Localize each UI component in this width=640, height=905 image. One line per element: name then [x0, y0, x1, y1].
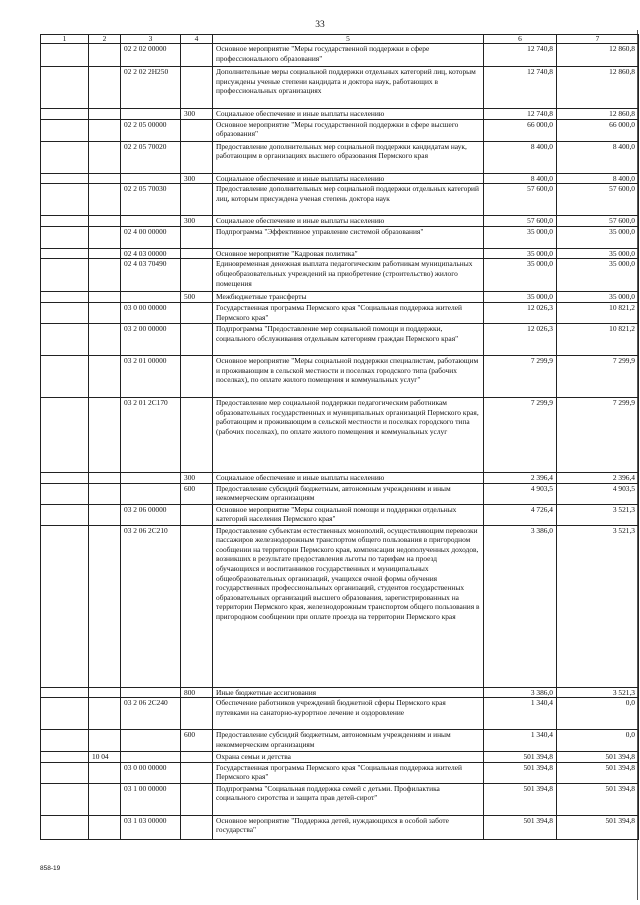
cell-amount-year1: 57 600,0 — [484, 216, 557, 227]
cell-amount-year2: 8 400,0 — [557, 173, 639, 184]
cell-amount-year2: 12 860,8 — [557, 67, 639, 109]
cell-subsection — [89, 698, 121, 730]
cell-subsection — [89, 355, 121, 397]
table-row — [41, 248, 639, 259]
table-body — [41, 44, 639, 840]
cell-amount-year1: 501 394,8 — [484, 752, 557, 763]
cell-subsection — [89, 184, 121, 216]
table-row — [41, 483, 639, 504]
column-header: 1 — [41, 35, 89, 44]
cell-subsection — [89, 109, 121, 120]
table-row — [41, 525, 639, 687]
cell-description: Единовременная денежная выплата педагогическим работникам муниципальных общеобразовательных учреждений на приобретение (строительство) жилого помещения — [213, 259, 484, 292]
cell-section — [41, 302, 89, 323]
cell-amount-year2: 35 000,0 — [557, 248, 639, 259]
cell-target-article: 02 2 02 00000 — [121, 44, 181, 67]
cell-amount-year2: 35 000,0 — [557, 259, 639, 292]
cell-amount-year2: 3 521,3 — [557, 504, 639, 525]
cell-amount-year1: 57 600,0 — [484, 184, 557, 216]
cell-amount-year2: 0,0 — [557, 730, 639, 752]
cell-section — [41, 355, 89, 397]
cell-amount-year2: 501 394,8 — [557, 783, 639, 815]
cell-description: Предоставление субсидий бюджетным, автономным учреждениям и иным некоммерческим организациям — [213, 730, 484, 752]
table-row — [41, 44, 639, 67]
table-row — [41, 698, 639, 730]
cell-subsection — [89, 762, 121, 783]
cell-description: Предоставление субъектам естественных монополий, осуществляющим перевозки пассажиров железнодорожным транспортом общего пользования в пригородном сообщении на территории Пермского края, компенсации недополученных доходов, возникших в результате предоставления льготы по тарифам на проезд обучающихся и воспитанников государственных и муниципальных общеобразовательных организаций, учащихся очной формы обучения государственных профессиональных организаций, студентов государственных образовательных организаций высшего образования, зарегистрированных на территории Пермского края, железнодорожным транспортом общего пользования в пригородном сообщении при оплате проезда на территории Пермского края — [213, 525, 484, 687]
cell-amount-year2: 57 600,0 — [557, 216, 639, 227]
table-row — [41, 119, 639, 141]
cell-subsection: 10 04 — [89, 752, 121, 763]
cell-subsection — [89, 248, 121, 259]
cell-section — [41, 762, 89, 783]
cell-amount-year2: 0,0 — [557, 698, 639, 730]
cell-expense-type: 300 — [181, 109, 213, 120]
cell-description: Основное мероприятие "Меры государственной поддержки в сфере высшего образования" — [213, 119, 484, 141]
cell-amount-year1: 12 740,8 — [484, 67, 557, 109]
cell-section — [41, 525, 89, 687]
cell-amount-year2: 10 821,2 — [557, 302, 639, 323]
cell-target-article: 03 2 00 00000 — [121, 323, 181, 355]
cell-subsection — [89, 504, 121, 525]
cell-expense-type — [181, 397, 213, 472]
cell-subsection — [89, 397, 121, 472]
cell-amount-year2: 57 600,0 — [557, 184, 639, 216]
cell-expense-type — [181, 248, 213, 259]
table-row — [41, 67, 639, 109]
cell-section — [41, 216, 89, 227]
cell-subsection — [89, 302, 121, 323]
cell-amount-year2: 501 394,8 — [557, 815, 639, 839]
budget-table — [40, 34, 639, 840]
cell-amount-year2: 66 000,0 — [557, 119, 639, 141]
cell-description: Основное мероприятие "Поддержка детей, нуждающихся в особой заботе государства" — [213, 815, 484, 839]
cell-amount-year1: 1 340,4 — [484, 698, 557, 730]
cell-amount-year1: 3 386,0 — [484, 525, 557, 687]
cell-amount-year2: 12 860,8 — [557, 44, 639, 67]
cell-expense-type — [181, 226, 213, 248]
cell-section — [41, 687, 89, 698]
cell-section — [41, 815, 89, 839]
cell-target-article: 03 2 06 00000 — [121, 504, 181, 525]
cell-subsection — [89, 216, 121, 227]
column-header: 4 — [181, 35, 213, 44]
footer-code: 858-19 — [40, 865, 61, 872]
cell-expense-type — [181, 184, 213, 216]
cell-section — [41, 752, 89, 763]
cell-target-article — [121, 483, 181, 504]
cell-target-article: 03 2 06 2С240 — [121, 698, 181, 730]
cell-amount-year2: 2 396,4 — [557, 472, 639, 483]
cell-amount-year1: 501 394,8 — [484, 815, 557, 839]
column-header: 5 — [213, 35, 484, 44]
cell-expense-type — [181, 67, 213, 109]
cell-description: Дополнительные меры социальной поддержки отдельных категорий лиц, которым присуждены ученые степени кандидата и доктора наук, работающих в профессиональных организациях — [213, 67, 484, 109]
table-row — [41, 226, 639, 248]
cell-target-article — [121, 472, 181, 483]
cell-subsection — [89, 730, 121, 752]
cell-description: Предоставление дополнительных мер социальной поддержки отдельных категорий лиц, которым присуждена ученая степень доктора наук — [213, 184, 484, 216]
cell-subsection — [89, 119, 121, 141]
cell-expense-type: 300 — [181, 216, 213, 227]
cell-amount-year2: 35 000,0 — [557, 226, 639, 248]
cell-expense-type — [181, 119, 213, 141]
cell-subsection — [89, 525, 121, 687]
table-row — [41, 762, 639, 783]
cell-target-article: 02 2 05 70020 — [121, 141, 181, 173]
cell-expense-type — [181, 504, 213, 525]
cell-amount-year2: 501 394,8 — [557, 762, 639, 783]
column-header: 6 — [484, 35, 557, 44]
cell-expense-type — [181, 259, 213, 292]
cell-section — [41, 483, 89, 504]
table-row — [41, 730, 639, 752]
table-row — [41, 292, 639, 303]
cell-subsection — [89, 226, 121, 248]
cell-amount-year2: 7 299,9 — [557, 397, 639, 472]
column-header: 7 — [557, 35, 639, 44]
cell-amount-year1: 4 726,4 — [484, 504, 557, 525]
cell-expense-type — [181, 783, 213, 815]
cell-target-article: 03 1 03 00000 — [121, 815, 181, 839]
cell-description: Государственная программа Пермского края "Социальная поддержка жителей Пермского края" — [213, 302, 484, 323]
cell-description: Предоставление субсидий бюджетным, автономным учреждениям и иным некоммерческим организациям — [213, 483, 484, 504]
cell-amount-year1: 501 394,8 — [484, 783, 557, 815]
cell-section — [41, 259, 89, 292]
cell-subsection — [89, 687, 121, 698]
cell-target-article: 02 2 05 00000 — [121, 119, 181, 141]
cell-amount-year1: 7 299,9 — [484, 355, 557, 397]
cell-description: Предоставление дополнительных мер социальной поддержки кандидатам наук, работающим в организациях высшего образования Пермского края — [213, 141, 484, 173]
cell-section — [41, 292, 89, 303]
cell-subsection — [89, 483, 121, 504]
cell-subsection — [89, 44, 121, 67]
cell-target-article: 02 4 03 70490 — [121, 259, 181, 292]
cell-target-article: 03 1 00 00000 — [121, 783, 181, 815]
cell-expense-type — [181, 698, 213, 730]
table-row — [41, 472, 639, 483]
cell-section — [41, 141, 89, 173]
table-row — [41, 184, 639, 216]
cell-target-article: 02 2 02 2Н250 — [121, 67, 181, 109]
cell-amount-year2: 8 400,0 — [557, 141, 639, 173]
cell-target-article — [121, 687, 181, 698]
table-row — [41, 783, 639, 815]
cell-target-article — [121, 173, 181, 184]
table-row — [41, 397, 639, 472]
cell-section — [41, 698, 89, 730]
cell-description: Иные бюджетные ассигнования — [213, 687, 484, 698]
cell-description: Подпрограмма "Социальная поддержка семей с детьми. Профилактика социального сиротства и защита прав детей-сирот" — [213, 783, 484, 815]
cell-target-article — [121, 216, 181, 227]
cell-target-article — [121, 752, 181, 763]
cell-section — [41, 323, 89, 355]
cell-description: Государственная программа Пермского края "Социальная поддержка жителей Пермского края" — [213, 762, 484, 783]
cell-expense-type: 300 — [181, 472, 213, 483]
table-row — [41, 752, 639, 763]
cell-description: Основное мероприятие "Кадровая политика" — [213, 248, 484, 259]
cell-amount-year2: 3 521,3 — [557, 525, 639, 687]
cell-expense-type: 800 — [181, 687, 213, 698]
cell-subsection — [89, 323, 121, 355]
cell-amount-year1: 12 740,8 — [484, 44, 557, 67]
cell-target-article: 03 0 00 00000 — [121, 302, 181, 323]
cell-amount-year2: 3 521,3 — [557, 687, 639, 698]
table-row — [41, 141, 639, 173]
table-row — [41, 687, 639, 698]
table-row — [41, 173, 639, 184]
cell-target-article: 03 0 00 00000 — [121, 762, 181, 783]
table-row — [41, 323, 639, 355]
cell-amount-year2: 35 000,0 — [557, 292, 639, 303]
cell-description: Обеспечение работников учреждений бюджетной сферы Пермского края путевками на санаторно-курортное лечение и оздоровление — [213, 698, 484, 730]
cell-expense-type — [181, 762, 213, 783]
cell-section — [41, 173, 89, 184]
cell-target-article — [121, 292, 181, 303]
cell-amount-year2: 501 394,8 — [557, 752, 639, 763]
cell-expense-type — [181, 355, 213, 397]
cell-amount-year2: 12 860,8 — [557, 109, 639, 120]
table-row — [41, 109, 639, 120]
cell-amount-year1: 8 400,0 — [484, 173, 557, 184]
cell-expense-type: 600 — [181, 730, 213, 752]
cell-amount-year1: 4 903,5 — [484, 483, 557, 504]
cell-subsection — [89, 292, 121, 303]
cell-amount-year1: 12 026,3 — [484, 302, 557, 323]
cell-expense-type: 500 — [181, 292, 213, 303]
cell-target-article: 02 4 00 00000 — [121, 226, 181, 248]
cell-target-article: 03 2 01 2С170 — [121, 397, 181, 472]
cell-amount-year1: 35 000,0 — [484, 248, 557, 259]
cell-amount-year1: 501 394,8 — [484, 762, 557, 783]
cell-expense-type: 300 — [181, 173, 213, 184]
cell-amount-year2: 7 299,9 — [557, 355, 639, 397]
table-row — [41, 355, 639, 397]
cell-section — [41, 248, 89, 259]
column-header: 3 — [121, 35, 181, 44]
cell-section — [41, 119, 89, 141]
cell-description: Подпрограмма "Эффективное управление системой образования" — [213, 226, 484, 248]
cell-description: Основное мероприятие "Меры социальной помощи и поддержки отдельных категорий населения Пермского края" — [213, 504, 484, 525]
cell-section — [41, 783, 89, 815]
cell-amount-year1: 1 340,4 — [484, 730, 557, 752]
table-row — [41, 504, 639, 525]
cell-subsection — [89, 173, 121, 184]
cell-amount-year1: 7 299,9 — [484, 397, 557, 472]
cell-expense-type — [181, 752, 213, 763]
cell-expense-type: 600 — [181, 483, 213, 504]
cell-amount-year1: 8 400,0 — [484, 141, 557, 173]
cell-expense-type — [181, 302, 213, 323]
cell-target-article — [121, 730, 181, 752]
cell-target-article: 03 2 01 00000 — [121, 355, 181, 397]
cell-expense-type — [181, 44, 213, 67]
cell-subsection — [89, 783, 121, 815]
cell-description: Социальное обеспечение и иные выплаты населению — [213, 216, 484, 227]
table-row — [41, 259, 639, 292]
cell-section — [41, 397, 89, 472]
cell-expense-type — [181, 815, 213, 839]
cell-target-article: 03 2 06 2С210 — [121, 525, 181, 687]
table-row — [41, 216, 639, 227]
cell-description: Межбюджетные трансферты — [213, 292, 484, 303]
cell-subsection — [89, 141, 121, 173]
cell-description: Основное мероприятие "Меры государственной поддержки в сфере профессионального образования" — [213, 44, 484, 67]
cell-amount-year1: 66 000,0 — [484, 119, 557, 141]
cell-description: Социальное обеспечение и иные выплаты населению — [213, 472, 484, 483]
cell-expense-type — [181, 323, 213, 355]
page-number: 33 — [315, 20, 325, 30]
cell-target-article: 02 4 03 00000 — [121, 248, 181, 259]
cell-section — [41, 504, 89, 525]
cell-subsection — [89, 815, 121, 839]
cell-section — [41, 67, 89, 109]
cell-amount-year1: 35 000,0 — [484, 226, 557, 248]
cell-amount-year1: 2 396,4 — [484, 472, 557, 483]
cell-amount-year2: 10 821,2 — [557, 323, 639, 355]
cell-expense-type — [181, 141, 213, 173]
cell-amount-year1: 12 740,8 — [484, 109, 557, 120]
header-row — [41, 35, 639, 44]
cell-section — [41, 226, 89, 248]
cell-description: Предоставление мер социальной поддержки педагогическим работникам образовательных государственных и муниципальных организаций Пермского края, работающим и проживающим в сельской местности и поселках городского типа (рабочих поселках), по оплате жилого помещения и коммунальных услуг — [213, 397, 484, 472]
cell-description: Подпрограмма "Предоставление мер социальной помощи и поддержки, социального обслуживания отдельным категориям граждан Пермского края" — [213, 323, 484, 355]
cell-amount-year2: 4 903,5 — [557, 483, 639, 504]
cell-description: Охрана семьи и детства — [213, 752, 484, 763]
table-row — [41, 302, 639, 323]
cell-target-article — [121, 109, 181, 120]
cell-description: Социальное обеспечение и иные выплаты населению — [213, 173, 484, 184]
cell-section — [41, 44, 89, 67]
column-header: 2 — [89, 35, 121, 44]
cell-target-article: 02 2 05 70030 — [121, 184, 181, 216]
cell-description: Социальное обеспечение и иные выплаты населению — [213, 109, 484, 120]
cell-subsection — [89, 67, 121, 109]
cell-amount-year1: 3 386,0 — [484, 687, 557, 698]
cell-section — [41, 730, 89, 752]
cell-section — [41, 109, 89, 120]
cell-section — [41, 472, 89, 483]
cell-amount-year1: 35 000,0 — [484, 292, 557, 303]
cell-subsection — [89, 472, 121, 483]
cell-amount-year1: 12 026,3 — [484, 323, 557, 355]
cell-expense-type — [181, 525, 213, 687]
cell-description: Основное мероприятие "Меры социальной поддержки специалистам, работающим и проживающим в сельской местности и поселках городского типа (рабочих поселках), по оплате жилого помещения и коммунальных услуг" — [213, 355, 484, 397]
cell-amount-year1: 35 000,0 — [484, 259, 557, 292]
cell-section — [41, 184, 89, 216]
cell-subsection — [89, 259, 121, 292]
table-row — [41, 815, 639, 839]
